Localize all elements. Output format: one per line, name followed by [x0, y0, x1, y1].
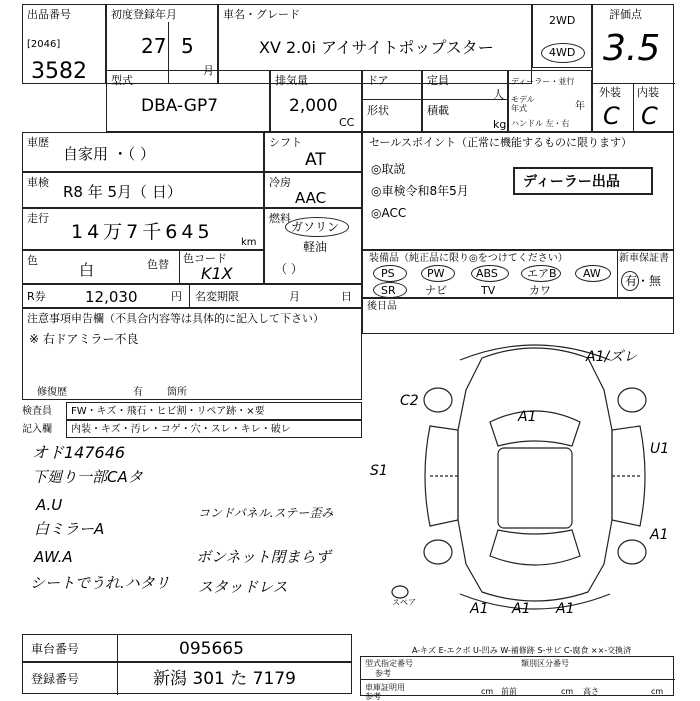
inspector-label-2: 記入欄	[22, 424, 52, 435]
footer-type-designation: 型式指定番号	[365, 659, 413, 668]
usage-value: 自家用 ・（ ）	[63, 145, 156, 163]
inspector-row-1-text: FW・キズ・飛石・ヒビ割・リペア跡・×要	[71, 406, 265, 417]
capacity-unit: 人	[493, 88, 504, 101]
int-grade: C	[641, 102, 658, 130]
equipment-label: 装備品（純正品に限り◎をつけてください）	[369, 253, 568, 264]
usage-label: 車歴	[27, 136, 49, 149]
type-label: 型式	[111, 74, 133, 87]
color-code-value: K1X	[201, 264, 233, 283]
equip-ps: PS	[381, 267, 395, 280]
transfer-day: 日	[341, 290, 352, 303]
lot-box	[22, 4, 106, 84]
hand-note-bonnet: ボンネット閉まらず	[196, 548, 331, 566]
capacity-label: 定員	[427, 74, 449, 87]
hand-note-panel: コンドパネル.ステー歪み	[198, 506, 334, 520]
mileage-value: 14万7千645	[71, 221, 214, 243]
aircon-label: 冷房	[269, 176, 291, 189]
chassis-value: 095665	[179, 639, 244, 659]
inspector-row-2	[66, 420, 362, 438]
diag-mark-1: A1/ズレ	[586, 349, 638, 365]
wheel-front-left	[424, 388, 452, 412]
type-value: DBA-GP7	[141, 96, 219, 116]
first-reg-label: 初度登録年月	[111, 8, 177, 21]
warranty-label: 新車保証書	[619, 253, 669, 264]
hand-note-au: A.U	[36, 496, 63, 514]
divider	[179, 251, 180, 285]
sale-points-box	[362, 132, 674, 250]
diag-mark-3: U1	[650, 441, 670, 457]
divider	[363, 99, 423, 100]
notes-line-1: ※ 右ドアミラー不良	[29, 332, 139, 346]
divider	[423, 99, 509, 100]
model-year-label: モデル 年式	[511, 95, 535, 113]
footer-category: 類別区分番号	[521, 659, 569, 668]
car-rear-window	[490, 530, 580, 565]
wheel-front-right	[618, 388, 646, 412]
model-name-label: 車名・グレード	[223, 8, 300, 21]
damage-legend: A-キズ E-エクボ U-凹み W-補修跡 S-サビ C-腐食 ××-交換済	[412, 646, 632, 655]
hand-note-mirror: 白ミラーA	[34, 520, 105, 538]
dealer-badge	[513, 167, 653, 195]
fuel-paren: （ ）	[275, 262, 303, 276]
hand-note-under: 下廻り一部CAタ	[32, 468, 143, 486]
displacement-value: 2,000	[289, 96, 338, 116]
shift-box	[264, 132, 362, 172]
fuel-gasoline: ガソリン	[291, 220, 340, 234]
sale-point-1: ◎取説	[371, 162, 406, 176]
diag-mark-6: A1	[512, 601, 531, 617]
lot-label: 出品番号	[27, 8, 71, 21]
diag-mark-4: A1	[650, 527, 669, 543]
divider	[633, 83, 634, 133]
lot-code: [2046]	[27, 39, 61, 50]
color-no-label: 色替	[147, 258, 169, 271]
spare-label: スペア	[392, 598, 416, 607]
footer-front: 前前	[501, 687, 517, 696]
month-suffix: 月	[203, 64, 214, 77]
shift-value: AT	[305, 150, 326, 170]
rear-box	[362, 298, 674, 334]
door-box	[362, 70, 422, 132]
chassis-box	[22, 634, 352, 662]
shift-label: シフト	[269, 136, 302, 149]
footer-box	[360, 656, 674, 701]
model-name: XV 2.0i アイサイトポップスター	[259, 38, 494, 57]
chassis-label: 車台番号	[31, 642, 80, 656]
fuel-diesel: 軽油	[303, 240, 328, 254]
recycle-label: R券	[27, 290, 46, 303]
mileage-label: 走行	[27, 212, 49, 225]
equip-tv: TV	[481, 284, 496, 297]
fuel-label: 燃料	[269, 212, 291, 225]
equip-pw: PW	[427, 267, 445, 280]
hand-note-studless: スタッドレス	[198, 578, 288, 596]
door-label: ドア	[367, 74, 389, 87]
drive-box	[532, 4, 592, 68]
first-reg-month: 5	[181, 34, 194, 58]
shape-label: 形状	[367, 104, 389, 117]
footer-reg-cert: 車庫証明用 参考	[365, 683, 405, 701]
spare-tire	[392, 586, 408, 598]
usage-box	[22, 132, 264, 172]
divider	[117, 663, 118, 695]
hand-note-odo: オド147646	[32, 443, 126, 462]
equip-sr: SR	[381, 284, 396, 297]
footer-cm-3: cm	[651, 687, 664, 696]
dealer-box	[508, 70, 592, 132]
grade-label: 評価点	[609, 8, 642, 21]
divider	[189, 285, 190, 309]
dealer-badge-text: ディーラー出品	[523, 174, 620, 190]
color-value: 白	[79, 261, 95, 279]
repair-location: 箇所	[167, 387, 187, 398]
grade-value: 3.5	[603, 28, 661, 69]
footer-height: 高さ	[583, 687, 599, 696]
equip-airbag: エアB	[527, 267, 557, 280]
diag-mark-5: A1	[470, 601, 489, 617]
grade-box	[592, 4, 674, 132]
diag-mark-7: A1	[556, 601, 575, 617]
footer-reference: 参考	[375, 669, 391, 678]
wheel-rear-left	[424, 540, 452, 564]
car-roof	[498, 448, 572, 528]
drive-4wd: 4WD	[549, 46, 576, 59]
handle-label: ハンドル 左・右	[511, 119, 570, 128]
ext-label: 外装	[599, 86, 621, 99]
equip-aw: AW	[583, 267, 601, 280]
plate-value: 新潟 301 た 7179	[153, 669, 296, 689]
diag-mark-2: A1	[518, 409, 537, 425]
equipment-box	[362, 250, 674, 298]
displacement-label: 排気量	[275, 74, 308, 87]
plate-label: 登録番号	[31, 672, 80, 686]
aircon-box	[264, 172, 362, 208]
inspector-row-1	[66, 402, 362, 420]
sale-points-label: セールスポイント（正常に機能するものに限ります）	[369, 136, 633, 149]
inspection-box	[22, 172, 264, 208]
hand-note-seat: シートでうれ.ハタリ	[30, 574, 170, 592]
equip-abs: ABS	[476, 267, 498, 280]
fuel-box	[264, 208, 362, 284]
warranty-value: 有・無	[625, 274, 662, 288]
inspection-label: 車検	[27, 176, 49, 189]
load-label: 積載	[427, 104, 449, 117]
inspector-section	[22, 402, 362, 438]
recycle-yen: 円	[171, 290, 182, 303]
mileage-unit: km	[241, 237, 257, 248]
wheel-rear-right	[618, 540, 646, 564]
sale-point-2: ◎車検令和8年5月	[371, 184, 469, 198]
car-diagram	[390, 330, 680, 620]
sale-point-3: ◎ACC	[371, 206, 407, 220]
ext-grade: C	[603, 102, 620, 130]
footer-cm-1: cm	[481, 687, 494, 696]
first-reg-year: 27	[141, 34, 167, 58]
type-box	[106, 70, 270, 132]
transfer-label: 名変期限	[195, 290, 239, 303]
inspector-label-1: 検査員	[22, 406, 52, 417]
int-label: 内装	[637, 86, 659, 99]
inspection-value: R8 年 5月（ 日）	[63, 183, 182, 201]
recycle-value: 12,030	[85, 288, 138, 306]
aircon-value: AAC	[295, 189, 327, 207]
displacement-box	[270, 70, 362, 132]
divider	[117, 635, 118, 663]
recycle-box	[22, 284, 362, 308]
hand-note-aw: AW.A	[34, 548, 73, 566]
cc-unit: CC	[339, 116, 355, 129]
equip-leather: カワ	[529, 284, 551, 297]
color-code-label: 色コード	[183, 252, 227, 265]
rear-seat-label: 後日品	[367, 301, 397, 312]
capacity-box	[422, 70, 508, 132]
diag-mark-9: C2	[400, 393, 419, 409]
drive-2wd: 2WD	[549, 14, 576, 27]
color-box	[22, 250, 264, 284]
plate-box	[22, 662, 352, 694]
footer-cm-2: cm	[561, 687, 574, 696]
car-body-outline	[458, 348, 612, 601]
color-label: 色	[27, 254, 38, 267]
mileage-box	[22, 208, 264, 250]
divider	[593, 83, 675, 84]
transfer-month: 月	[289, 290, 300, 303]
dealer-label: ディーラー・並行	[511, 77, 575, 86]
divider	[361, 679, 675, 680]
diag-mark-8: S1	[370, 463, 388, 479]
kg-unit: kg	[493, 118, 507, 131]
notes-label: 注意事項申告欄（不具合内容等は具体的に記入して下さい）	[27, 312, 324, 325]
inspector-row-2-text: 内装・キズ・汚レ・コゲ・穴・スレ・キレ・破レ	[71, 424, 291, 435]
repair-label: 修復歴	[37, 387, 67, 398]
warranty-circle	[621, 271, 639, 291]
equip-navi: ナビ	[425, 284, 447, 297]
divider	[617, 251, 618, 299]
year-unit: 年	[575, 101, 585, 112]
repair-value: 有	[133, 387, 143, 398]
notes-box	[22, 308, 362, 400]
lot-number: 3582	[31, 59, 87, 84]
